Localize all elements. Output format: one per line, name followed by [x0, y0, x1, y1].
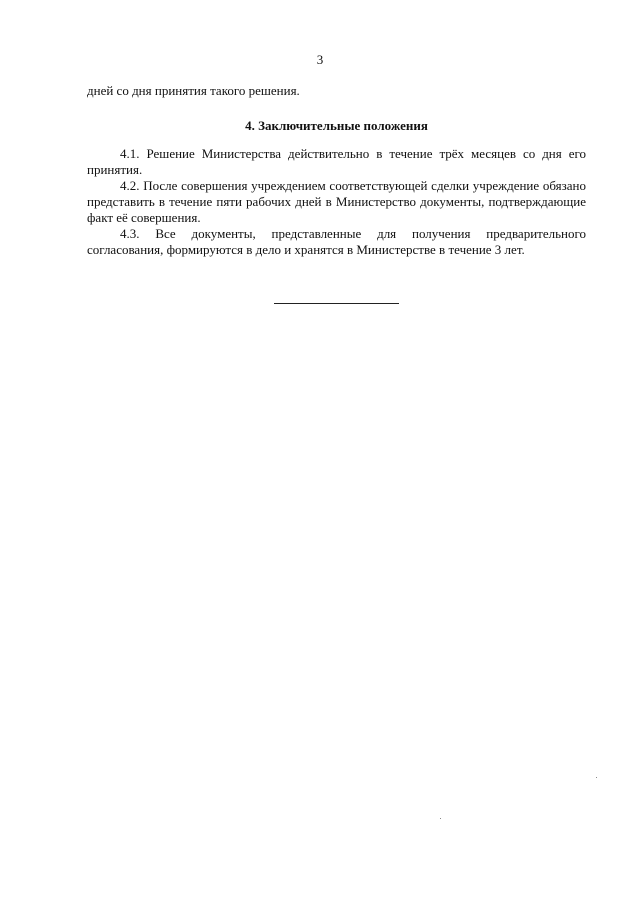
document-body — [87, 83, 586, 258]
carry-over-text: дней со дня принятия такого решения. — [87, 83, 300, 98]
paragraph-4-2: 4.2. После совершения учреждением соответствующей сделки учреждение обязано представить в течение пяти рабочих дней в Министерство документы, подтверждающие факт её совершения. — [87, 178, 586, 225]
end-of-document-rule — [274, 303, 399, 304]
section-heading: 4. Заключительные положения — [245, 118, 428, 133]
paragraph-4-1: 4.1. Решение Министерства действительно в течение трёх месяцев со дня его принятия. — [87, 146, 586, 177]
page-number: 3 — [316, 52, 324, 67]
scan-speck — [596, 777, 597, 778]
paragraph-4-3: 4.3. Все документы, представленные для получения предварительного согласования, формируются в дело и хранятся в Министерстве в течение 3 лет. — [87, 226, 586, 257]
scan-speck — [440, 818, 441, 819]
